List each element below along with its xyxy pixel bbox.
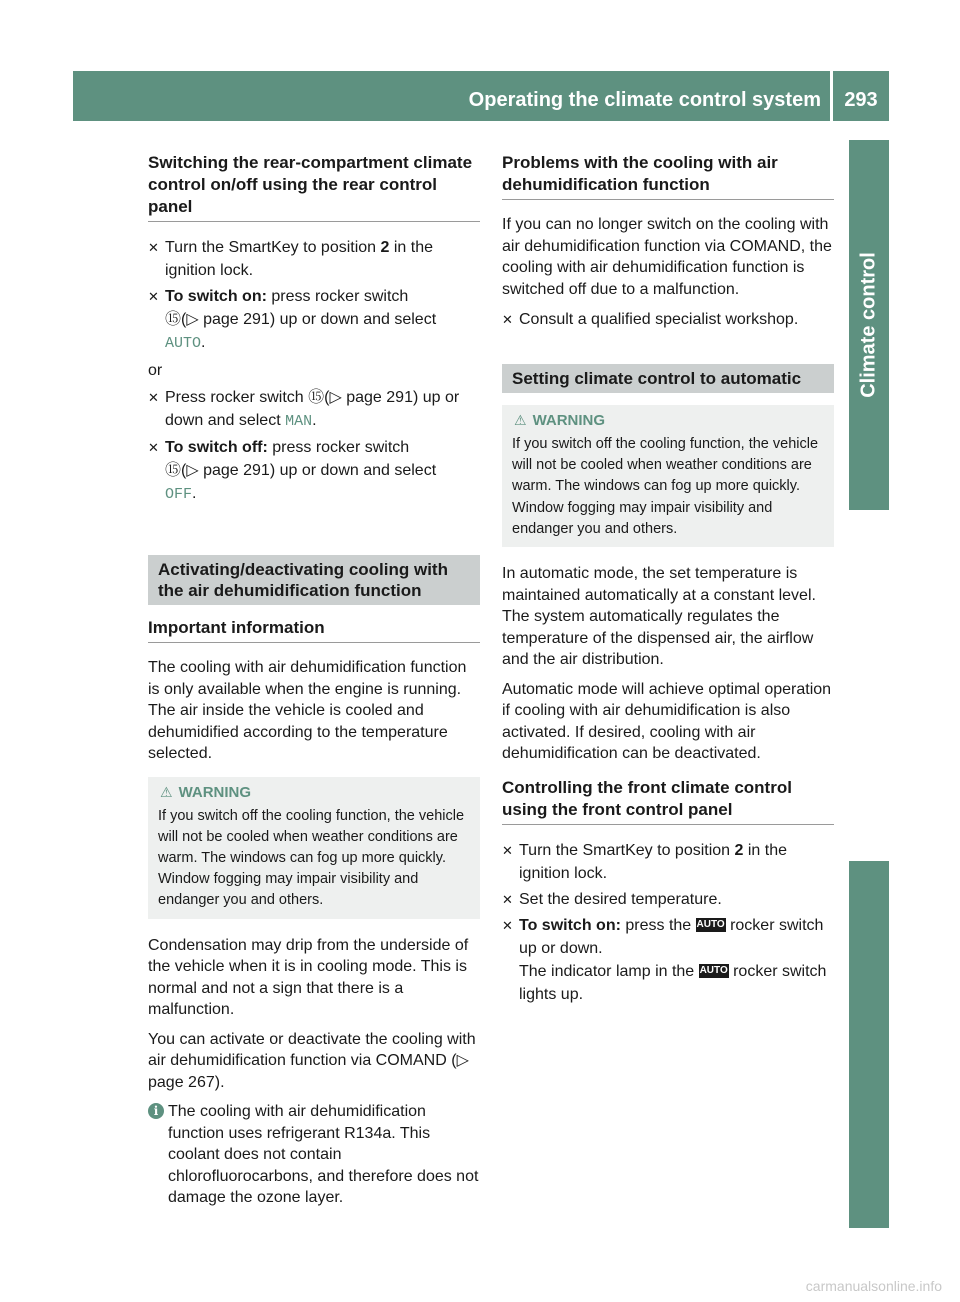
section-band-heading: Setting climate control to automatic (502, 364, 834, 393)
display-code: AUTO (165, 335, 202, 352)
rocker-switch-symbol: ⑮ (165, 462, 182, 479)
rocker-switch-symbol: ⑮ (165, 311, 182, 328)
step-item: ✕ Set the desired temperature. (502, 888, 834, 911)
warning-box: ⚠ WARNING If you switch off the cooling function, the vehicle will not be cooled when weather conditions are warm. The windows can fog up more quickly. Window fogging may impair visibility and endanger you and others. (148, 777, 480, 919)
info-note: i The cooling with air dehumidification function uses refrigerant R134a. This coolant does not contain chlorofluorocarbons, and therefore does not damage the ozone layer. (148, 1101, 480, 1209)
page-number: 293 (844, 89, 878, 111)
paragraph: In automatic mode, the set temperature is maintained automatically at a constant level. The system automatically regulates the temperature of the dispensed air, the airflow and the air distribution. (502, 565, 816, 669)
left-column (148, 152, 480, 1209)
paragraph: Condensation may drip from the underside of the vehicle when it is in cooling mode. This is normal and not a sign that there is a malfunction. (148, 936, 469, 1019)
step-arrow-icon: ✕ (148, 289, 159, 304)
section-heading: Problems with the cooling with air dehumidification function (502, 152, 834, 200)
auto-button-icon: AUTO (696, 919, 725, 931)
right-column (502, 152, 834, 1009)
step-item: ✕ Turn the SmartKey to position 2 in the ignition lock. (148, 236, 480, 282)
step-arrow-icon: ✕ (502, 917, 513, 933)
step-item: ✕ To switch on: press rocker switch ⑮(▷ page 291) up or down and select AUTO. (148, 285, 480, 355)
step-item: ✕ Consult a qualified specialist workshop. (502, 308, 834, 331)
step-item: ✕ To switch off: press rocker switch ⑮(▷ page 291) up or down and select OFF. (148, 436, 480, 506)
warning-triangle-icon: ⚠ (160, 783, 173, 800)
step-arrow-icon: ✕ (502, 312, 513, 327)
subsection-heading: Important information (148, 617, 480, 643)
warning-triangle-icon: ⚠ (514, 412, 527, 428)
subsection-heading: Controlling the front climate control using the front control panel (502, 777, 834, 825)
paragraph: You can activate or deactivate the cooling with air dehumidification function via COMAND (▷ page 267). (148, 1030, 476, 1091)
footer-watermark: carmanualsonline.info (805, 1278, 942, 1294)
step-item: ✕ Press rocker switch ⑮(▷ page 291) up or down and select MAN. (148, 386, 480, 433)
display-code: MAN (285, 413, 313, 430)
auto-button-icon: AUTO (699, 965, 728, 977)
step-arrow-icon: ✕ (502, 842, 513, 858)
step-item: ✕ Turn the SmartKey to position 2 in the ignition lock. (502, 839, 834, 885)
step-arrow-icon: ✕ (148, 440, 159, 455)
info-icon: i (148, 1103, 164, 1119)
section-heading: Switching the rear-compartment climate control on/off using the rear control panel (148, 152, 480, 222)
paragraph: Automatic mode will achieve optimal operation if cooling with air dehumidification is also activated. If desired, cooling with air dehumidification can be deactivated. (502, 680, 832, 763)
paragraph: If you can no longer switch on the cooling with air dehumidification function via COMAND, the cooling with air dehumidification function is switched off due to a malfunction. (502, 216, 832, 298)
step-item: ✕ To switch on: press the AUTO rocker switch up or down. The indicator lamp in the AUTO rocker switch lights up. (502, 914, 834, 1006)
side-tab-label: Climate control (857, 252, 880, 398)
display-code: OFF (165, 486, 193, 503)
paragraph: The cooling with air dehumidification function is only available when the engine is running. The air inside the vehicle is cooled and dehumidified according to the temperature selected. (148, 659, 467, 762)
or-text: or (148, 362, 163, 379)
step-arrow-icon: ✕ (148, 240, 159, 255)
section-band-heading: Activating/deactivating cooling with the air dehumidification function (148, 555, 480, 605)
step-arrow-icon: ✕ (148, 390, 159, 405)
side-tab-lower (849, 861, 889, 1228)
warning-box: ⚠ WARNING If you switch off the cooling function, the vehicle will not be cooled when weather conditions are warm. The windows can fog up more quickly. Window fogging may impair visibility and endanger you and others. (502, 405, 834, 547)
rocker-switch-symbol: ⑮ (308, 389, 325, 406)
page-title: Operating the climate control system (468, 89, 821, 111)
step-arrow-icon: ✕ (502, 891, 513, 907)
